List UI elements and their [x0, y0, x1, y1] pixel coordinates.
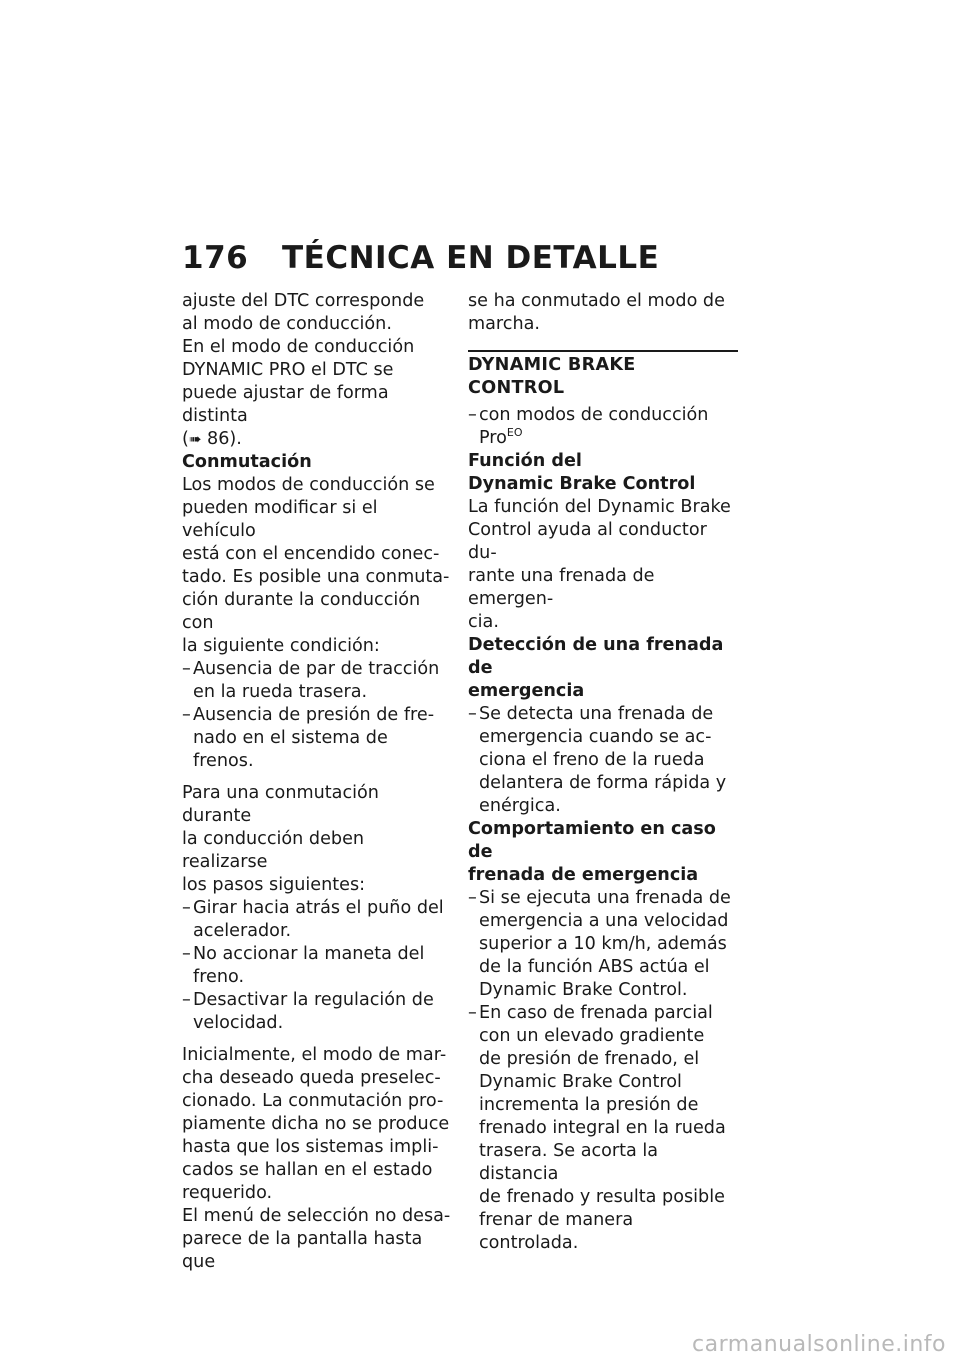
option-code: EO [506, 426, 523, 439]
intro-line: En el modo de conducción [182, 337, 415, 357]
list-item-line: de presión de frenado, el [479, 1049, 700, 1069]
funcion-line: Control ayuda al conductor du- [468, 520, 707, 563]
steps-list [182, 897, 452, 1035]
list-item-line: trasera. Se acorta la distancia [479, 1141, 659, 1184]
continuation-line: se ha conmutado el modo de [468, 291, 725, 311]
dash-bullet: – [182, 659, 191, 679]
list-item [468, 1002, 738, 1255]
dash-bullet: – [468, 704, 477, 724]
list-item [182, 704, 452, 773]
page-number: 176 [182, 240, 249, 276]
list-item-line: frenado integral en la rueda [479, 1118, 726, 1138]
arrow-right-icon: ➠ [188, 430, 202, 448]
ref-open: ( [182, 429, 189, 449]
funcion-heading: Dynamic Brake Control [468, 474, 696, 494]
deteccion-heading: Detección de una frenada de [468, 635, 724, 678]
intro-line: al modo de conducción. [182, 314, 392, 334]
continuation-line: marcha. [468, 314, 540, 334]
final-line: piamente dicha no se produce [182, 1114, 450, 1134]
funcion-line: La función del Dynamic Brake [468, 497, 731, 517]
option-line: con modos de conducción [479, 405, 709, 425]
list-item-line: velocidad. [193, 1013, 284, 1033]
section-divider [468, 350, 738, 400]
list-item-line: en la rueda trasera. [193, 682, 368, 702]
list-item-line: ciona el freno de la rueda [479, 750, 705, 770]
dash-bullet: – [468, 888, 477, 908]
page-reference[interactable] [182, 428, 452, 451]
dash-bullet: – [182, 990, 191, 1010]
list-item-line: nado en el sistema de frenos. [193, 728, 388, 771]
conmutacion-line: tado. Es posible una conmuta- [182, 567, 450, 587]
section-title: DYNAMIC BRAKE CONTROL [468, 355, 636, 398]
list-item-line: emergencia cuando se ac- [479, 727, 712, 747]
conditions-list [182, 658, 452, 773]
option-line: Pro [479, 428, 507, 448]
funcion-heading: Función del [468, 451, 582, 471]
list-item-line: delantera de forma rápida y [479, 773, 727, 793]
list-item [182, 897, 452, 943]
list-item-line: Se detecta una frenada de [479, 704, 714, 724]
pasos-line: la conducción deben realizarse [182, 829, 365, 872]
final-line: parece de la pantalla hasta que [182, 1229, 423, 1272]
final-line: requerido. [182, 1183, 273, 1203]
page-title: TÉCNICA EN DETALLE [282, 240, 660, 276]
list-item-line: de la función ABS actúa el [479, 957, 710, 977]
funcion-line: cia. [468, 612, 499, 632]
conmutacion-line: está con el encendido conec- [182, 544, 440, 564]
list-item [468, 887, 738, 1002]
list-item-line: Ausencia de presión de fre- [193, 705, 435, 725]
conmutacion-line: Los modos de conducción se [182, 475, 435, 495]
list-item-line: frenar de manera controlada. [479, 1210, 634, 1253]
final-line: Inicialmente, el modo de mar- [182, 1045, 447, 1065]
comportamiento-list [468, 887, 738, 1255]
dash-bullet: – [182, 898, 191, 918]
intro-line: DYNAMIC PRO el DTC se [182, 360, 394, 380]
final-line: cionado. La conmutación pro- [182, 1091, 444, 1111]
list-item-line: enérgica. [479, 796, 561, 816]
list-item [182, 989, 452, 1035]
page-header [182, 240, 659, 276]
list-item-line: No accionar la maneta del [193, 944, 425, 964]
list-item-line: acelerador. [193, 921, 292, 941]
left-column [182, 290, 452, 1274]
list-item-line: En caso de frenada parcial [479, 1003, 713, 1023]
list-item-line: Girar hacia atrás el puño del [193, 898, 444, 918]
list-item-line: Desactivar la regulación de [193, 990, 434, 1010]
options-list [468, 404, 738, 450]
list-item-line: Si se ejecuta una frenada de [479, 888, 731, 908]
comportamiento-heading: Comportamiento en caso de [468, 819, 716, 862]
final-line: cha deseado queda preselec- [182, 1068, 441, 1088]
right-column [468, 290, 738, 1255]
list-item-line: emergencia a una velocidad [479, 911, 729, 931]
list-item [182, 658, 452, 704]
conmutacion-line: pueden modificar si el vehículo [182, 498, 378, 541]
conmutacion-line: la siguiente condición: [182, 636, 380, 656]
pasos-line: Para una conmutación durante [182, 783, 379, 826]
funcion-line: rante una frenada de emergen- [468, 566, 655, 609]
list-item [468, 404, 738, 450]
dash-bullet: – [468, 1003, 477, 1023]
list-item-line: con un elevado gradiente [479, 1026, 705, 1046]
watermark: carmanualsonline.info [692, 1332, 946, 1357]
list-item-line: Ausencia de par de tracción [193, 659, 440, 679]
list-item [182, 943, 452, 989]
ref-page: 86). [201, 429, 242, 449]
final-line: El menú de selección no desa- [182, 1206, 451, 1226]
list-item-line: incrementa la presión de [479, 1095, 699, 1115]
deteccion-list [468, 703, 738, 818]
list-item-line: Dynamic Brake Control. [479, 980, 688, 1000]
list-item-line: Dynamic Brake Control [479, 1072, 682, 1092]
conmutacion-heading: Conmutación [182, 452, 312, 472]
dash-bullet: – [182, 944, 191, 964]
deteccion-heading: emergencia [468, 681, 585, 701]
list-item-line: superior a 10 km/h, además [479, 934, 727, 954]
intro-line: puede ajustar de forma distinta [182, 383, 389, 426]
final-line: hasta que los sistemas impli- [182, 1137, 439, 1157]
pasos-line: los pasos siguientes: [182, 875, 366, 895]
dash-bullet: – [182, 705, 191, 725]
list-item [468, 703, 738, 818]
list-item-line: freno. [193, 967, 245, 987]
list-item-line: de frenado y resulta posible [479, 1187, 725, 1207]
final-line: cados se hallan en el estado [182, 1160, 433, 1180]
conmutacion-line: ción durante la conducción con [182, 590, 421, 633]
comportamiento-heading: frenada de emergencia [468, 865, 699, 885]
intro-line: ajuste del DTC corresponde [182, 291, 425, 311]
dash-bullet: – [468, 405, 477, 425]
